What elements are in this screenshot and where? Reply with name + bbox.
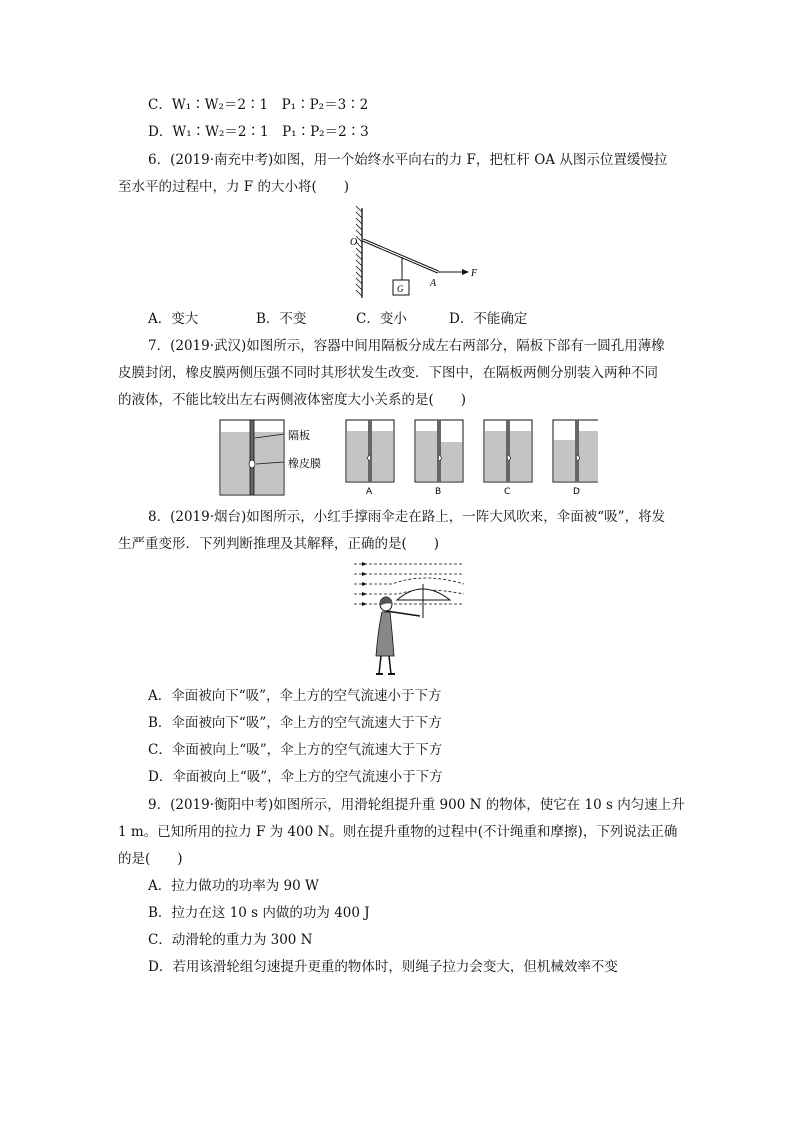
q7-stem-line2: 皮膜封闭，橡皮膜两侧压强不同时其形状发生改变．下图中，在隔板两侧分别装入两种不同 [118,365,658,381]
container-figures [218,418,598,502]
umbrella-figure [352,560,468,680]
label-a: A [430,278,437,289]
q8-stem-line1: 8．(2019·烟台)如图所示，小红手撑雨伞走在路上，一阵大风吹来，伞面被“吸”，将发 [148,509,666,525]
q7-stem-line3: 的液体，不能比较出左右两侧液体密度大小关系的是( ) [118,392,467,408]
q6-option-b: B．不变 [256,311,307,327]
label-membrane: 橡皮膜 [288,457,321,470]
q6-option-a: A．变大 [148,311,199,327]
q9-option-b: B．拉力在这 10 s 内做的功为 400 J [148,905,370,921]
q9-option-d: D．若用该滑轮组匀速提升更重的物体时，则绳子拉力会变大，但机械效率不变 [148,959,618,975]
beaker-c-label: C [504,487,511,497]
q8-stem-line2: 生严重变形．下列判断推理及其解释，正确的是( ) [118,536,440,552]
beaker-d-label: D [573,487,580,497]
label-f: F [471,268,478,279]
q9-option-a: A．拉力做功的功率为 90 W [148,878,319,894]
lever-figure [340,206,480,298]
label-g: G [397,284,404,294]
q6-option-d: D．不能确定 [449,311,528,327]
q7-stem-line1: 7．(2019·武汉)如图所示，容器中间用隔板分成左右两部分，隔板下部有一圆孔用薄橡 [148,338,665,354]
q6-stem-line1: 6．(2019·南充中考)如图，用一个始终水平向右的力 F，把杠杆 OA 从图示位置缓慢拉 [148,152,668,168]
q6-stem-line2: 至水平的过程中，力 F 的大小将( ) [118,179,349,195]
q9-stem-line2: 1 m。已知所用的拉力 F 为 400 N。则在提升重物的过程中(不计绳重和摩擦)，下列说法正确 [118,824,678,840]
q8-option-a: A．伞面被向下“吸”，伞上方的空气流速小于下方 [148,688,442,704]
q6-option-c: C．变小 [356,311,407,327]
q9-stem-line3: 的是( ) [118,851,183,867]
q8-option-c: C．伞面被向上“吸”，伞上方的空气流速大于下方 [148,742,443,758]
label-partition: 隔板 [288,429,310,442]
q9-option-c: C．动滑轮的重力为 300 N [148,932,313,948]
label-o: O [350,237,358,248]
q5-option-c: C．W₁∶W₂＝2∶1 P₁∶P₂＝3∶2 [148,97,369,113]
q9-stem-line1: 9．(2019·衡阳中考)如图所示，用滑轮组提升重 900 N 的物体，使它在 10 s 内匀速上升 [148,797,685,813]
beaker-b-label: B [435,487,442,497]
q8-option-d: D．伞面被向上“吸”，伞上方的空气流速小于下方 [148,769,443,785]
beaker-a-label: A [366,487,373,497]
q8-option-b: B．伞面被向下“吸”，伞上方的空气流速大于下方 [148,715,442,731]
q5-option-d: D．W₁∶W₂＝2∶1 P₁∶P₂＝2∶3 [148,124,369,140]
